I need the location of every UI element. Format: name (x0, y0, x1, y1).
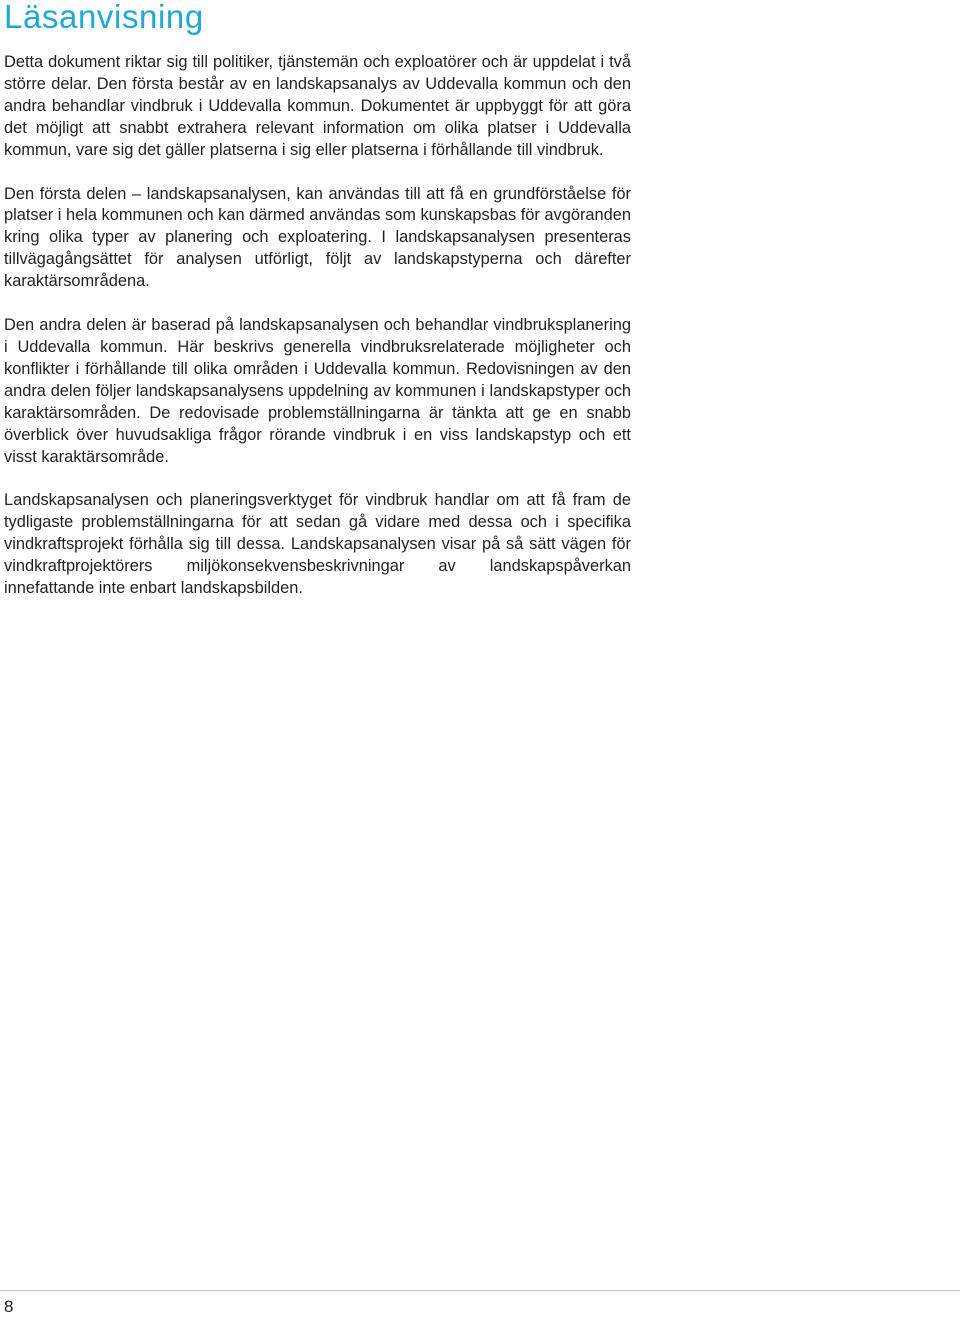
footer-divider (0, 1290, 960, 1291)
paragraph-part-two: Den andra delen är baserad på landskapsanalysen och behandlar vindbruksplanering i Uddevalla kommun. Här beskrivs generella vindbruksrelaterade möjligheter och konflikter i förhållande till olika områden i Uddevalla kommun. Redovisningen av den andra delen följer landskapsanalysens uppdelning av kommunen i landskapstyper och karaktärsområden. De redovisade problemställningarna är tänkta att ge en snabb överblick över huvudsakliga frågor rörande vindbruk i en viss landskapstyp och ett visst karaktärsområde. (4, 316, 631, 466)
body-text (4, 52, 631, 622)
paragraph-summary: Landskapsanalysen och planeringsverktyget för vindbruk handlar om att få fram de tydligaste problemställningarna för att sedan gå vidare med dessa och i specifika vindkraftsprojekt förhålla sig till dessa. Landskapsanalysen visar på så sätt vägen för vindkraftprojektörers miljökonsekvensbeskrivningar av landskapspåverkan innefattande inte enbart landskapsbilden. (4, 491, 631, 598)
paragraph-intro: Detta dokument riktar sig till politiker, tjänstemän och exploatörer och är uppdelat i två större delar. Den första består av en landskapsanalys av Uddevalla kommun och den andra behandlar vindbruk i Uddevalla kommun. Dokumentet är uppbyggt för att göra det möjligt att snabbt extrahera relevant information om olika platser i Uddevalla kommun, vare sig det gäller platserna i sig eller platserna i förhållande till vindbruk. (4, 53, 631, 159)
page-title: Läsanvisning (4, 0, 204, 35)
paragraph-part-one: Den första delen – landskapsanalysen, kan användas till att få en grundförståelse för platser i hela kommunen och kan därmed användas som kunskapsbas för avgöranden kring olika typer av planering och exploatering. I landskapsanalysen presenteras tillvägagångsättet för analysen utförligt, följt av landskapstyperna och därefter karaktärsområdena. (4, 184, 631, 291)
page-number: 8 (4, 1297, 14, 1316)
